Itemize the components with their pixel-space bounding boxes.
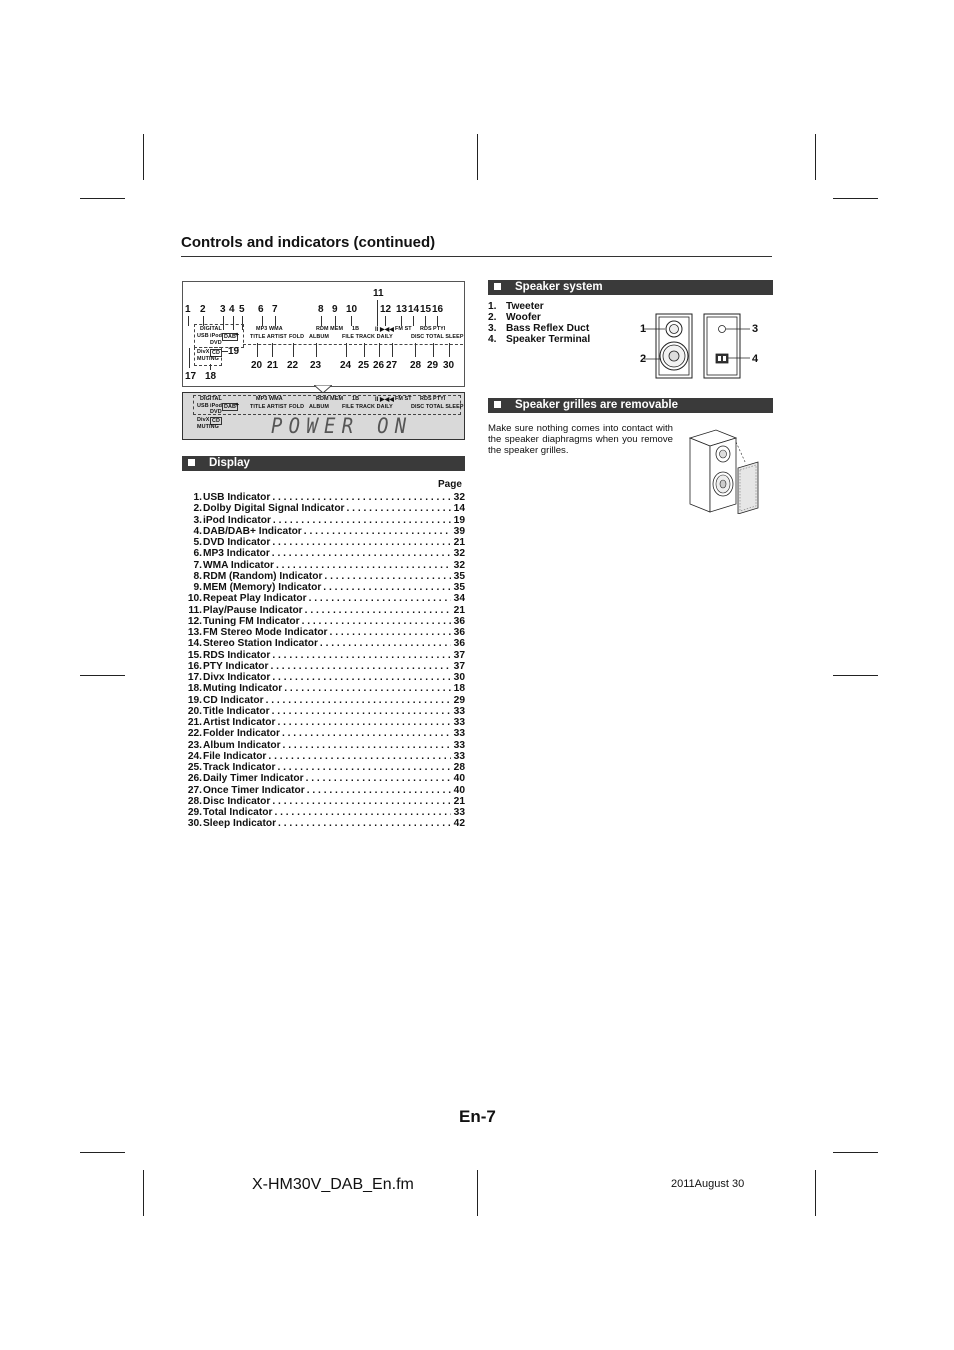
leader-dots xyxy=(305,785,451,796)
crop-mark xyxy=(833,1152,878,1153)
item-number: 6. xyxy=(193,548,202,560)
lcd-label-plus: + xyxy=(235,402,240,409)
display-indicator-diagram xyxy=(182,281,465,387)
leader-dots xyxy=(321,582,451,593)
label-fm-st: FM ST xyxy=(395,326,412,332)
item-page: 32 xyxy=(453,559,465,571)
item-page: 36 xyxy=(453,615,465,627)
list-item xyxy=(182,785,465,796)
item-number: 21. xyxy=(187,717,202,728)
callout-14: 14 xyxy=(408,304,420,315)
leader-dots xyxy=(264,695,451,706)
item-label: RDS Indicator xyxy=(203,649,271,661)
item-label: Sleep Indicator xyxy=(203,818,277,830)
item-label: FM Stereo Mode Indicator xyxy=(203,627,328,638)
label-disc-total-sleep: DISC TOTAL SLEEP xyxy=(411,334,464,340)
callout-1: 1 xyxy=(185,304,191,315)
crop-mark xyxy=(815,1170,816,1216)
lcd-label-dab: DAB xyxy=(224,404,236,410)
leader-dots xyxy=(280,728,451,739)
item-number: 14. xyxy=(187,638,202,650)
list-item xyxy=(182,492,465,503)
item-number: 22. xyxy=(187,728,202,740)
crop-mark xyxy=(143,134,144,180)
callout-19: 19 xyxy=(228,346,240,357)
crop-mark xyxy=(815,134,816,180)
item-number: 27. xyxy=(187,784,202,796)
item-label: Dolby Digital Signal Indicator xyxy=(203,503,345,515)
dashed-group-outline xyxy=(243,324,463,345)
item-label: Album Indicator xyxy=(203,739,281,751)
item-number: 15. xyxy=(187,649,202,661)
list-item xyxy=(182,683,465,694)
item-label: Disc Indicator xyxy=(203,795,271,807)
item-label: Muting Indicator xyxy=(203,683,283,695)
list-item xyxy=(182,818,465,829)
leader-dots xyxy=(281,740,451,751)
label-digital: DIGITAL xyxy=(200,326,222,332)
leader-dots xyxy=(271,515,451,526)
crop-mark xyxy=(80,1152,125,1153)
item-number: 30. xyxy=(187,818,202,830)
item-label: Track Indicator xyxy=(203,762,276,773)
item-number: 10. xyxy=(187,593,202,605)
list-item xyxy=(182,537,465,548)
callout-2: 2 xyxy=(200,304,206,315)
speaker-system-bar xyxy=(488,280,773,295)
leader-dots xyxy=(270,706,451,717)
page-title: Controls and indicators (continued) xyxy=(181,234,436,251)
list-item xyxy=(182,661,465,672)
label-album: ALBUM xyxy=(309,334,329,340)
play-pause-tuning-icons: II ▶◀◀ xyxy=(375,327,394,333)
item-number: 23. xyxy=(187,739,202,751)
item-number: 11. xyxy=(188,604,202,616)
callout-10: 10 xyxy=(346,304,358,315)
label-ipod: iPod xyxy=(210,333,223,339)
item-label: Play/Pause Indicator xyxy=(203,604,303,616)
item-page: 19 xyxy=(453,514,465,526)
footer-date: 2011August 30 xyxy=(671,1178,745,1190)
callout-12: 12 xyxy=(380,304,392,315)
item-label: Folder Indicator xyxy=(203,728,280,740)
item-number: 16. xyxy=(187,660,202,672)
leader-dots xyxy=(302,526,451,537)
item-number: 7. xyxy=(193,559,202,571)
callout-20: 20 xyxy=(251,360,263,371)
callout-8: 8 xyxy=(318,304,324,315)
lcd-label-usb: USB xyxy=(197,403,209,409)
lcd-label-divx: DivX xyxy=(197,417,210,423)
item-page: 14 xyxy=(453,503,465,515)
item-label: WMA Indicator xyxy=(203,559,274,571)
callout-25: 25 xyxy=(358,360,370,371)
callout-28: 28 xyxy=(410,360,422,371)
speaker-callout-1: 1 xyxy=(640,323,647,335)
item-number: 25. xyxy=(187,762,202,773)
lcd-label-muting: MUTING xyxy=(197,424,219,430)
list-item xyxy=(182,560,465,571)
item-label: File Indicator xyxy=(203,750,267,762)
callout-17: 17 xyxy=(185,371,197,382)
speaker-grille-illustration xyxy=(686,428,762,514)
grilles-section-title: Speaker grilles are removable xyxy=(515,399,679,411)
leader-dots xyxy=(345,503,451,514)
item-label: Artist Indicator xyxy=(203,717,276,728)
lcd-label-ipod: iPod xyxy=(210,403,223,409)
list-item xyxy=(182,762,465,773)
item-number: 12. xyxy=(187,615,202,627)
speaker-callout-2: 2 xyxy=(640,353,647,365)
item-number: 26. xyxy=(187,773,202,785)
list-item xyxy=(182,672,465,683)
leader-dots xyxy=(270,672,451,683)
label-dab: DAB xyxy=(224,334,236,340)
speaker-system-title: Speaker system xyxy=(515,281,603,293)
label-dvd: DVD xyxy=(210,340,222,346)
callout-15: 15 xyxy=(420,304,432,315)
callout-22: 22 xyxy=(287,360,299,371)
list-item: 3. Bass Reflex Duct xyxy=(488,323,590,334)
list-item xyxy=(182,627,465,638)
item-label: Total Indicator xyxy=(203,807,273,818)
crop-mark xyxy=(143,1170,144,1216)
list-item xyxy=(182,605,465,616)
callout-7: 7 xyxy=(272,304,278,315)
item-number: 24. xyxy=(187,750,202,762)
leader-dots xyxy=(328,627,451,638)
lcd-label-fold: FOLD xyxy=(289,404,305,410)
lcd-label-fm-st: FM ST xyxy=(395,396,412,402)
item-number: 13. xyxy=(187,627,202,638)
item-page: 35 xyxy=(453,570,465,582)
lcd-label-disc-total-sleep: DISC TOTAL SLEEP xyxy=(411,404,464,410)
list-item xyxy=(182,796,465,807)
lcd-label-rdm-mem: RDM MEM xyxy=(316,396,344,402)
item-label: Once Timer Indicator xyxy=(203,784,305,796)
list-item xyxy=(182,807,465,818)
list-item xyxy=(182,582,465,593)
list-item xyxy=(182,593,465,604)
item-label: Title Indicator xyxy=(203,705,270,717)
item-label: MP3 Indicator xyxy=(203,548,270,560)
list-item xyxy=(182,548,465,559)
crop-mark xyxy=(477,1170,478,1216)
item-number: 3. xyxy=(193,514,202,526)
item-page: 42 xyxy=(453,818,465,830)
footer-filename: X-HM30V_DAB_En.fm xyxy=(252,1176,414,1193)
speaker-callout-4: 4 xyxy=(752,353,759,365)
lcd-label-file-track-daily: FILE TRACK DAILY xyxy=(342,404,393,410)
item-page: 21 xyxy=(453,537,465,548)
page-column-header: Page xyxy=(438,479,462,490)
item-page: 36 xyxy=(453,627,465,638)
item-label: USB Indicator xyxy=(203,492,271,503)
lcd-label-rds: RDS xyxy=(420,396,432,402)
leader-dots xyxy=(270,492,451,503)
list-item xyxy=(182,751,465,762)
label-file-track-daily: FILE TRACK DAILY xyxy=(342,334,393,340)
dashed-group-outline xyxy=(194,324,244,348)
dashed-group-outline xyxy=(194,347,222,366)
callout-16: 16 xyxy=(432,304,444,315)
lcd-label-dvd: DVD xyxy=(210,409,222,415)
item-label: Repeat Play Indicator xyxy=(203,593,307,605)
lcd-label-mp3-wma: MP3 WMA xyxy=(256,396,283,402)
item-number: 18. xyxy=(187,683,202,695)
leader-dots xyxy=(270,537,451,548)
leader-dots xyxy=(272,807,451,818)
list-item xyxy=(182,695,465,706)
label-divx: DivX xyxy=(197,349,210,355)
item-number: 9. xyxy=(193,582,202,593)
item-page: 32 xyxy=(453,492,465,503)
leader-dots xyxy=(276,818,451,829)
item-label: Stereo Station Indicator xyxy=(203,638,318,650)
item-label: MEM (Memory) Indicator xyxy=(203,582,322,593)
label-title-artist: TITLE ARTIST xyxy=(250,334,287,340)
callout-30: 30 xyxy=(443,360,455,371)
speaker-callout-3: 3 xyxy=(752,323,759,335)
list-item: 4. Speaker Terminal xyxy=(488,334,591,345)
label-cd: CD xyxy=(212,350,220,356)
item-label: DVD Indicator xyxy=(203,537,271,548)
display-indicator-list xyxy=(182,492,465,830)
label-mp3-wma: MP3 WMA xyxy=(256,326,283,332)
item-page: 33 xyxy=(453,807,465,818)
lcd-label-cd: CD xyxy=(212,418,220,424)
item-number: 29. xyxy=(187,807,202,818)
item-label: iPod Indicator xyxy=(203,514,271,526)
item-number: 19. xyxy=(187,694,202,706)
lcd-label-album: ALBUM xyxy=(309,404,329,410)
item-page: 33 xyxy=(453,750,465,762)
callout-21: 21 xyxy=(267,360,279,371)
lcd-display xyxy=(182,392,465,440)
leader-dots xyxy=(266,751,451,762)
item-page: 33 xyxy=(453,739,465,751)
label-pty: PTYI xyxy=(433,326,446,332)
list-item xyxy=(182,526,465,537)
item-number: 20. xyxy=(187,705,202,717)
item-page: 37 xyxy=(453,649,465,661)
list-item: 2. Woofer xyxy=(488,312,541,323)
item-page: 18 xyxy=(453,683,465,695)
crop-mark xyxy=(80,198,125,199)
item-page: 37 xyxy=(453,660,465,672)
callout-24: 24 xyxy=(340,360,352,371)
crop-mark xyxy=(477,134,478,180)
item-label: RDM (Random) Indicator xyxy=(203,570,323,582)
list-item xyxy=(182,638,465,649)
label-muting: MUTING xyxy=(197,356,219,362)
item-page: 30 xyxy=(453,672,465,683)
leader-dots xyxy=(303,605,451,616)
page-number: En-7 xyxy=(459,1107,496,1126)
item-page: 36 xyxy=(453,638,465,650)
speaker-parts-list xyxy=(488,301,590,345)
leader-dots xyxy=(307,593,451,604)
title-divider xyxy=(181,256,772,257)
item-page: 21 xyxy=(453,604,465,616)
lcd-label-digital: DIGITAL xyxy=(200,396,222,402)
leader-dots xyxy=(282,683,451,694)
label-usb: USB xyxy=(197,333,209,339)
item-page: 35 xyxy=(453,582,465,593)
item-page: 33 xyxy=(453,705,465,717)
item-label: Tuning FM Indicator xyxy=(203,615,300,627)
label-plus: + xyxy=(235,332,240,339)
leader-dots xyxy=(275,762,451,773)
item-page: 29 xyxy=(453,694,465,706)
lcd-label-title-artist: TITLE ARTIST xyxy=(250,404,287,410)
item-label: DAB/DAB+ Indicator xyxy=(203,525,302,537)
list-item xyxy=(182,717,465,728)
label-repeat-1b: 1B xyxy=(352,326,360,332)
grilles-instruction: Make sure nothing comes into contact with the speaker diaphragms when you remove the speaker grilles. xyxy=(488,423,673,456)
display-section-bar xyxy=(182,456,465,471)
label-rdm-mem: RDM MEM xyxy=(316,326,344,332)
callout-26: 26 xyxy=(373,360,385,371)
leader-dots xyxy=(318,638,451,649)
callout-13: 13 xyxy=(396,304,408,315)
callout-11: 11 xyxy=(373,288,384,299)
callout-27: 27 xyxy=(386,360,398,371)
crop-mark xyxy=(80,675,125,676)
callout-5: 5 xyxy=(239,304,245,315)
callout-6: 6 xyxy=(258,304,264,315)
lcd-label-pty: PTYI xyxy=(433,396,446,402)
leader-dots xyxy=(268,661,451,672)
callout-29: 29 xyxy=(427,360,439,371)
list-item xyxy=(182,706,465,717)
item-number: 5. xyxy=(193,537,202,548)
list-item xyxy=(182,571,465,582)
crop-mark xyxy=(833,198,878,199)
leader-dots xyxy=(322,571,451,582)
list-item xyxy=(182,515,465,526)
speaker-system-illustration xyxy=(636,312,764,380)
item-number: 17. xyxy=(187,672,202,683)
leader-dots xyxy=(270,548,451,559)
item-number: 2. xyxy=(193,503,202,515)
item-number: 1. xyxy=(193,492,202,503)
item-number: 4. xyxy=(193,525,202,537)
item-page: 21 xyxy=(453,795,465,807)
label-rds: RDS xyxy=(420,326,432,332)
callout-18: 18 xyxy=(205,371,217,382)
item-page: 34 xyxy=(453,593,465,605)
display-section-title: Display xyxy=(209,457,250,469)
item-number: 8. xyxy=(193,570,202,582)
leader-dots xyxy=(270,650,451,661)
leader-dots xyxy=(304,773,451,784)
list-item xyxy=(182,773,465,784)
item-label: Daily Timer Indicator xyxy=(203,773,304,785)
list-item xyxy=(182,650,465,661)
item-page: 40 xyxy=(453,773,465,785)
item-number: 28. xyxy=(187,795,202,807)
callout-4: 4 xyxy=(229,304,235,315)
lcd-label-repeat-1b: 1B xyxy=(352,396,360,402)
list-item xyxy=(182,616,465,627)
leader-dots xyxy=(275,717,451,728)
leader-dots xyxy=(274,560,451,571)
lcd-play-icons: II ▶◀◀ xyxy=(375,397,394,403)
list-item xyxy=(182,728,465,739)
label-fold: FOLD xyxy=(289,334,305,340)
item-page: 32 xyxy=(453,548,465,560)
item-page: 33 xyxy=(453,728,465,740)
item-label: CD Indicator xyxy=(203,694,264,706)
callout-23: 23 xyxy=(310,360,322,371)
item-page: 28 xyxy=(453,762,465,773)
list-item xyxy=(182,740,465,751)
lcd-message: POWER ON xyxy=(271,414,413,438)
item-page: 33 xyxy=(453,717,465,728)
list-item: 1. Tweeter xyxy=(488,301,544,312)
leader-dots xyxy=(300,616,451,627)
callout-9: 9 xyxy=(332,304,338,315)
leader-dots xyxy=(270,796,451,807)
list-item xyxy=(182,503,465,514)
item-label: PTY Indicator xyxy=(203,660,269,672)
item-page: 40 xyxy=(453,784,465,796)
grilles-section-bar xyxy=(488,398,773,413)
crop-mark xyxy=(833,675,878,676)
callout-3: 3 xyxy=(220,304,226,315)
item-label: Divx Indicator xyxy=(203,672,271,683)
item-page: 39 xyxy=(453,525,465,537)
